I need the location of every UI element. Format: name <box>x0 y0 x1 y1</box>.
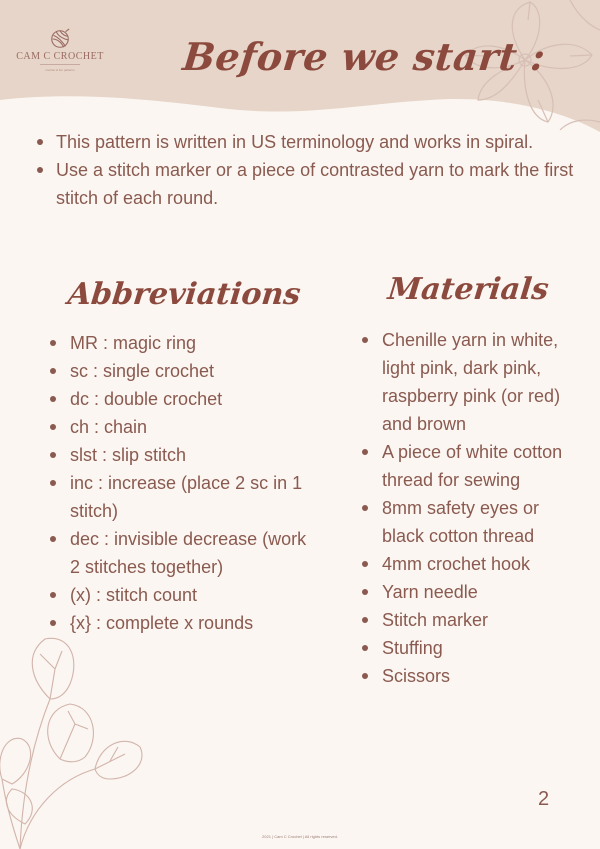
bullet-icon <box>50 592 56 598</box>
page-title: Before we start : <box>180 34 548 79</box>
materials-heading: Materials <box>386 272 551 307</box>
bullet-icon <box>362 561 368 567</box>
copyright-footer: 2021 | Cam C Crochet | All rights reserved. <box>262 834 338 839</box>
bullet-icon <box>50 424 56 430</box>
list-item <box>50 413 320 441</box>
material-text: 4mm crochet hook <box>382 554 531 574</box>
material-text: Yarn needle <box>382 582 478 602</box>
bullet-icon <box>362 337 368 343</box>
materials-list <box>362 326 582 690</box>
list-item <box>50 357 320 385</box>
bullet-icon <box>50 452 56 458</box>
list-item <box>362 438 582 494</box>
monstera-leaf-decoration <box>0 629 150 849</box>
yarn-ball-icon <box>49 28 71 50</box>
material-text: A piece of white cotton thread for sewing <box>382 442 563 490</box>
list-item <box>50 329 320 357</box>
bullet-icon <box>50 396 56 402</box>
brand-name: CAM C CROCHET <box>16 51 104 62</box>
abbreviation-text: sc : single crochet <box>70 361 215 381</box>
bullet-icon <box>362 505 368 511</box>
list-item <box>50 525 320 581</box>
bullet-icon <box>50 368 56 374</box>
bullet-icon <box>50 620 56 626</box>
abbreviation-text: inc : increase (place 2 sc in 1 stitch) <box>70 473 303 521</box>
abbreviation-text: slst : slip stitch <box>70 445 187 465</box>
intro-text: Use a stitch marker or a piece of contrasted yarn to mark the first stitch of each round. <box>56 160 574 208</box>
abbreviation-text: dec : invisible decrease (work 2 stitches together) <box>70 529 307 577</box>
brand-tagline: crochet & fun patterns <box>45 68 75 72</box>
list-item <box>362 494 582 550</box>
list-item <box>362 634 582 662</box>
material-text: Stuffing <box>382 638 443 658</box>
material-text: Chenille yarn in white, light pink, dark pink, raspberry pink (or red) and brown <box>382 330 561 434</box>
intro-list <box>30 128 575 212</box>
bullet-icon <box>362 449 368 455</box>
bullet-icon <box>362 645 368 651</box>
list-item <box>362 550 582 578</box>
abbreviations-heading: Abbreviations <box>66 277 303 312</box>
brand-divider <box>40 64 80 65</box>
material-text: 8mm safety eyes or black cotton thread <box>382 498 540 546</box>
intro-text: This pattern is written in US terminology and works in spiral. <box>56 132 534 152</box>
bullet-icon <box>362 617 368 623</box>
bullet-icon <box>50 536 56 542</box>
page-number: 2 <box>538 788 550 810</box>
abbreviations-list <box>50 329 320 637</box>
bullet-icon <box>37 139 43 145</box>
list-item <box>362 662 582 690</box>
list-item <box>50 581 320 609</box>
abbreviation-text: (x) : stitch count <box>70 585 198 605</box>
list-item <box>362 606 582 634</box>
bullet-icon <box>362 589 368 595</box>
bullet-icon <box>50 480 56 486</box>
list-item <box>50 441 320 469</box>
material-text: Stitch marker <box>382 610 489 630</box>
material-text: Scissors <box>382 666 451 686</box>
abbreviation-text: {x} : complete x rounds <box>70 613 254 633</box>
abbreviation-text: MR : magic ring <box>70 333 197 353</box>
abbreviation-text: ch : chain <box>70 417 148 437</box>
list-item <box>50 469 320 525</box>
bullet-icon <box>37 167 43 173</box>
bullet-icon <box>362 673 368 679</box>
abbreviation-text: dc : double crochet <box>70 389 223 409</box>
list-item <box>362 578 582 606</box>
bullet-icon <box>50 340 56 346</box>
list-item <box>50 609 320 637</box>
intro-item <box>30 128 575 156</box>
brand-logo <box>12 28 108 72</box>
list-item <box>362 326 582 438</box>
intro-item <box>30 156 575 212</box>
list-item <box>50 385 320 413</box>
